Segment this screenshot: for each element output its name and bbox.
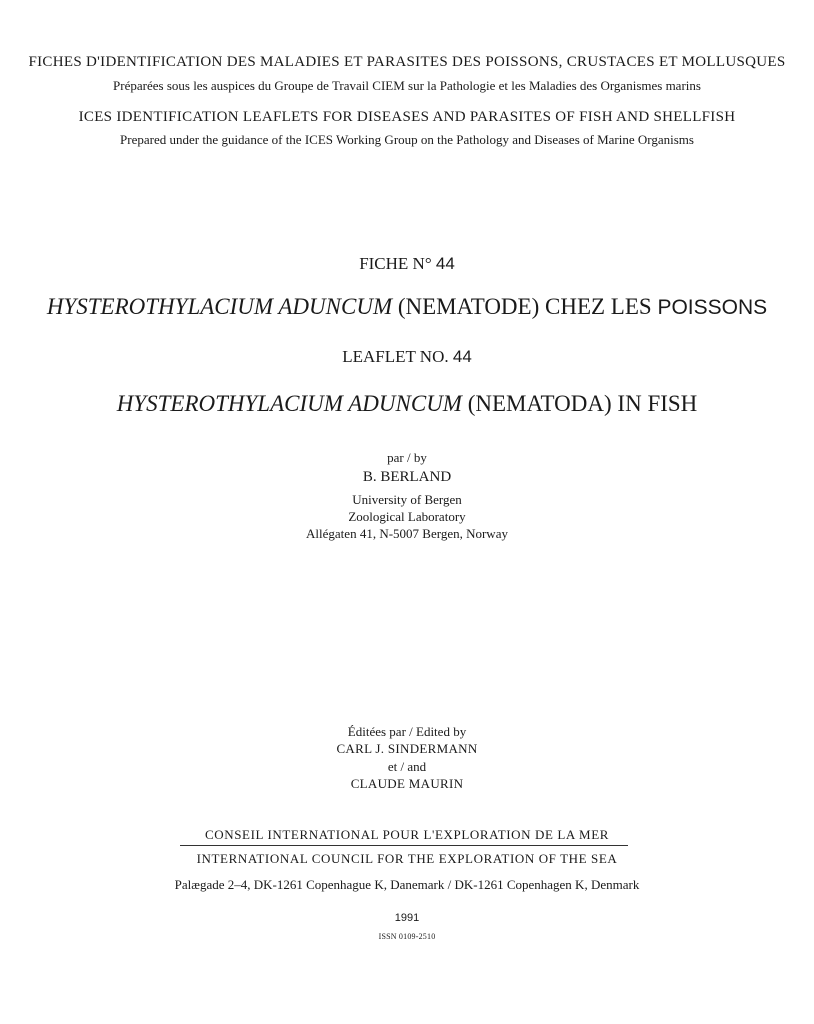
french-title-species: HYSTEROTHYLACIUM ADUNCUM [46,294,393,319]
publisher-french-name: CONSEIL INTERNATIONAL POUR L'EXPLORATION DE LA MER [204,827,610,842]
leaflet-number-line [0,348,814,365]
by-label: par / by [387,450,427,465]
publication-year: 1991 [394,912,420,924]
french-series-title: FICHES D'IDENTIFICATION DES MALADIES ET PARASITES DES POISSONS, CRUSTACES ET MOLLUSQUES [28,54,786,70]
english-title-rest: (NEMATODA) IN FISH [467,391,698,416]
fiche-label: FICHE N° [359,254,432,273]
leaflet-number: 44 [452,347,472,366]
publisher-address: Palægade 2–4, DK-1261 Copenhague K, Danemark / DK-1261 Copenhagen K, Denmark [174,877,640,892]
editor-sindermann: CARL J. SINDERMANN [336,741,478,756]
english-series-title: ICES IDENTIFICATION LEAFLETS FOR DISEASES AND PARASITES OF FISH AND SHELLFISH [78,109,736,125]
french-guidance-note: Préparées sous les auspices du Groupe de Travail CIEM sur la Pathologie et les Maladies des Organismes marins [113,78,701,93]
author-affiliation-address: Allégaten 41, N-5007 Bergen, Norway [306,526,508,541]
leaflet-label: LEAFLET NO. [342,347,449,366]
english-title [0,392,814,415]
publisher-english-name: INTERNATIONAL COUNCIL FOR THE EXPLORATION OF THE SEA [196,851,618,866]
french-title-rest: (NEMATODE) CHEZ LES [397,294,652,319]
author-affiliation-lab: Zoological Laboratory [348,509,466,524]
publisher-divider [180,845,628,846]
author-affiliation-university: University of Bergen [352,492,462,507]
fiche-number-line [0,255,814,272]
french-title [0,295,814,318]
fiche-number: 44 [435,254,455,273]
french-title-poissons: POISSONS [657,296,768,319]
english-guidance-note: Prepared under the guidance of the ICES Working Group on the Pathology and Diseases of Marine Organisms [120,132,694,147]
issn-number: ISSN 0109-2510 [378,932,436,941]
editor-maurin: CLAUDE MAURIN [350,776,464,791]
editors-conjunction: et / and [387,759,427,774]
editors-label: Éditées par / Edited by [347,724,467,739]
english-title-species: HYSTEROTHYLACIUM ADUNCUM [116,391,462,416]
author-name: B. BERLAND [362,469,452,485]
